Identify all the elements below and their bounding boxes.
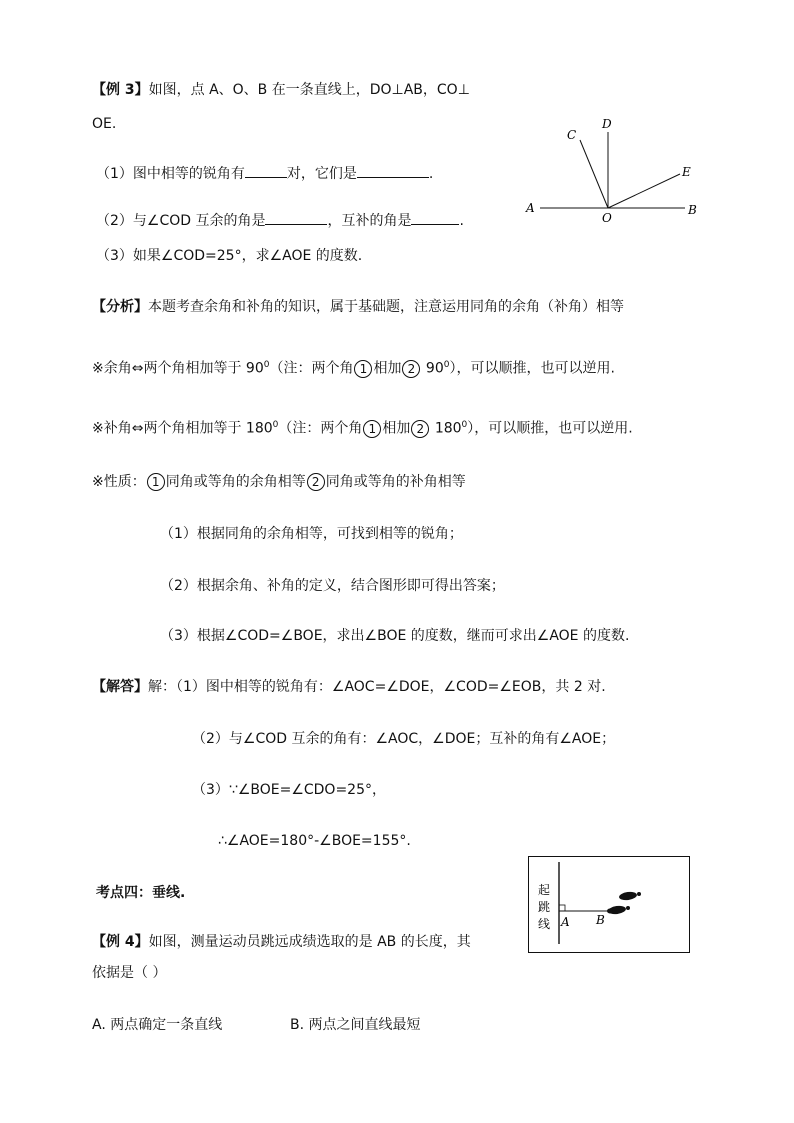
label-E: E: [682, 165, 691, 179]
property-line: [92, 472, 466, 492]
ex3-q2: [96, 210, 464, 231]
circled-2: 2: [411, 420, 429, 438]
comp-e: ），可以顺推，也可以逆用.: [449, 360, 615, 377]
ex3-stem-line1: [92, 80, 470, 100]
answer-line1: [92, 677, 606, 697]
supp-c: 相加: [382, 420, 411, 437]
keypoint4-title: 考点四：垂线.: [96, 885, 186, 901]
side-char-2: 跳: [538, 900, 551, 914]
ex3-q2-text: （2）与∠COD 互余的角是: [96, 213, 266, 229]
ray-OE: [608, 174, 680, 208]
supp-sup: 0: [272, 420, 279, 430]
ex3-q3: （3）如果∠COD=25°，求∠AOE 的度数.: [96, 248, 363, 264]
supp-b: （注：两个角: [278, 420, 363, 437]
ex4-stem-line1: [92, 932, 471, 952]
long-jump-figure: [528, 856, 690, 953]
analysis-line: [92, 297, 624, 317]
analysis-step1: （1）根据同角的余角相等，可找到相等的锐角；: [160, 526, 463, 542]
answer-line2: （2）与∠COD 互余的角有：∠AOC，∠DOE；互补的角有∠AOE；: [192, 731, 616, 747]
ex3-q1-blank2: [357, 163, 429, 178]
answer-line4: ∴∠AOE=180°-∠BOE=155°.: [218, 833, 411, 849]
ex3-q2-blank2: [411, 210, 459, 225]
ex3-stem-line2: OE.: [92, 116, 117, 132]
ex3-q1-blank1: [245, 163, 287, 178]
side-char-3: 线: [538, 917, 551, 931]
figure-frame: [529, 857, 690, 953]
label-C: C: [567, 128, 577, 142]
ex3-tag: 【例 3】: [92, 82, 149, 98]
ex3-q1: [96, 163, 433, 184]
circled-1: 1: [354, 360, 372, 378]
supp-sup2: 0: [461, 420, 468, 430]
ex4-stem1: 如图，测量运动员跳远成绩选取的是 AB 的长度，其: [148, 934, 471, 950]
answer-tag: 【解答】: [92, 679, 148, 695]
supplement-rule: [92, 415, 633, 439]
comp-c: 相加: [373, 360, 402, 377]
comp-d: 90: [421, 360, 444, 377]
circled-2: 2: [402, 360, 420, 378]
ex3-q1-text2: 对，它们是: [286, 166, 357, 182]
label-B: B: [688, 203, 697, 217]
comp-b: （注：两个角: [269, 360, 354, 377]
answer-a1: 解：（1）图中相等的锐角有：∠AOC=∠DOE，∠COD=∠EOB，共 2 对.: [148, 679, 606, 695]
comp-sup2: 0: [443, 360, 450, 370]
supp-a: ※补角⇔两个角相加等于 180: [92, 420, 273, 437]
comp-a: ※余角⇔两个角相加等于 90: [92, 360, 264, 377]
analysis-text: 本题考查余角和补角的知识，属于基础题，注意运用同角的余角（补角）相等: [148, 299, 624, 315]
label-A: A: [561, 915, 570, 929]
ex4-option-b: B. 两点之间直线最短: [290, 1017, 421, 1033]
angle-figure: [520, 112, 710, 227]
ex4-tag: 【例 4】: [92, 934, 149, 950]
analysis-step3: （3）根据∠COD=∠BOE，求出∠BOE 的度数，继而可求出∠AOE 的度数.: [160, 628, 630, 644]
supp-d: 180: [430, 420, 462, 437]
circled-1: 1: [147, 473, 165, 491]
ex3-q1-text: （1）图中相等的锐角有: [96, 166, 245, 182]
prop-c: 同角或等角的补角相等: [325, 474, 466, 490]
side-char-1: 起: [538, 883, 551, 897]
label-A: A: [526, 201, 535, 215]
analysis-step2: （2）根据余角、补角的定义，结合图形即可得出答案；: [160, 578, 505, 594]
supp-e: ），可以顺推，也可以逆用.: [467, 420, 633, 437]
ex3-q2-text2: ，互补的角是: [327, 213, 412, 229]
comp-sup: 0: [263, 360, 270, 370]
analysis-tag: 【分析】: [92, 299, 148, 315]
circled-2: 2: [307, 473, 325, 491]
ex3-q2-blank1: [265, 210, 327, 225]
answer-line3: （3）∵∠BOE=∠CDO=25°，: [192, 782, 386, 798]
ex3-q1-end: .: [428, 166, 434, 182]
ex3-stem1: 如图，点 A、O、B 在一条直线上，DO⊥AB，CO⊥: [148, 82, 470, 98]
label-D: D: [602, 117, 612, 131]
ex4-stem-line2: 依据是（ ）: [92, 965, 167, 981]
label-O: O: [602, 211, 612, 225]
prop-b: 同角或等角的余角相等: [165, 474, 306, 490]
label-B: B: [596, 913, 605, 927]
complement-rule: [92, 355, 615, 379]
prop-a: ※性质：: [92, 474, 146, 490]
ex4-option-a: A. 两点确定一条直线: [92, 1017, 223, 1033]
ex3-q2-end: .: [459, 213, 464, 229]
circled-1: 1: [363, 420, 381, 438]
ray-OC: [580, 140, 608, 208]
